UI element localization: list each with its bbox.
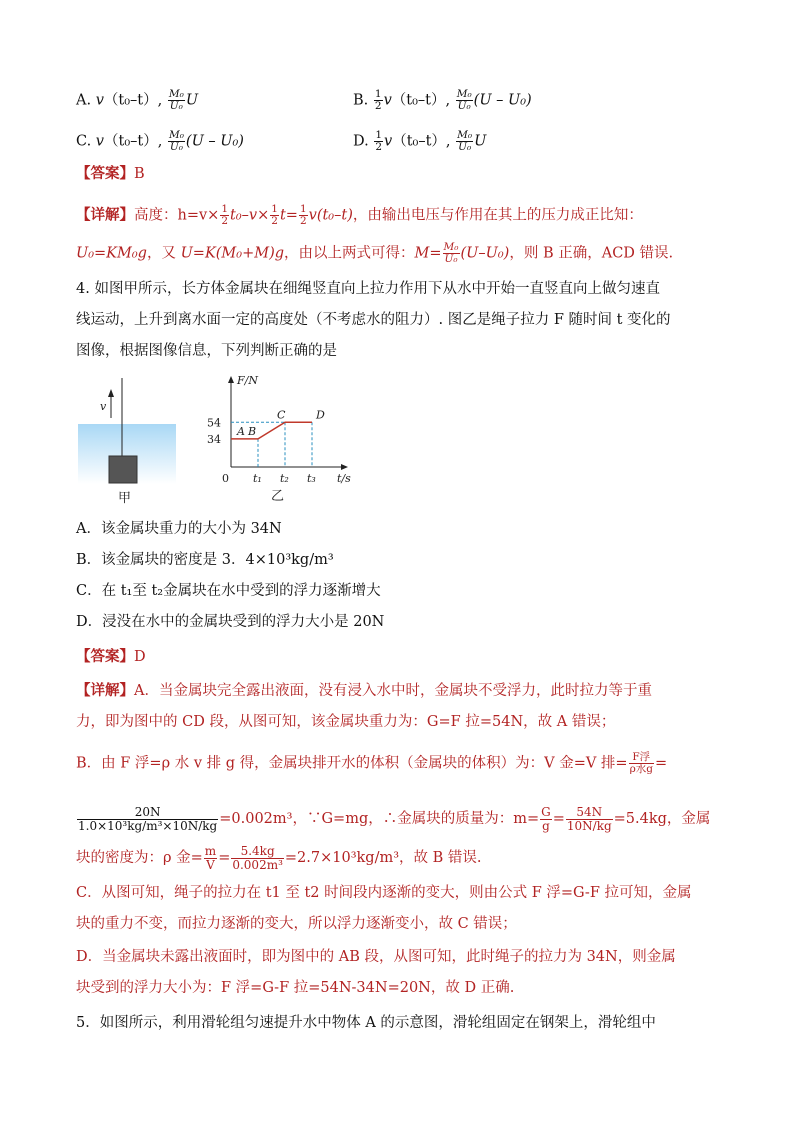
y-tick-label: 54 bbox=[207, 416, 221, 430]
option-b: B. $\frac{1}{2}$ v（t₀–t）, $\frac{\text{M₀}}{\text{U₀}}$ (U – U₀) bbox=[353, 88, 532, 113]
answer-3: 【答案】B bbox=[76, 165, 145, 182]
x-axis-arrow-icon bbox=[341, 464, 348, 470]
figure-jia bbox=[78, 372, 178, 508]
option-d: D. $\frac{1}{2}$ v（t₀–t）, $\frac{\text{M₀}}{\text{U₀}}$ U bbox=[353, 129, 487, 154]
fraction: $\frac{\text{M₀}}{\text{U₀}}$ bbox=[168, 129, 184, 154]
q4-option-a: A．该金属块重力的大小为 34N bbox=[76, 521, 282, 537]
q4-option-d: D．浸没在水中的金属块受到的浮力大小是 20N bbox=[76, 614, 385, 630]
option-a: A. v（t₀–t）, $\frac{\text{M₀}}{\text{U₀}}$ U bbox=[76, 88, 199, 113]
figure-yi-chart bbox=[205, 370, 365, 510]
question-4-line-3: 图像，根据图像信息，下列判断正确的是 bbox=[76, 343, 337, 359]
option-c: C. v（t₀–t）, $\frac{\text{M₀}}{\text{U₀}}$ (U – U₀) bbox=[76, 129, 244, 154]
point-label: B bbox=[248, 424, 257, 438]
metal-block bbox=[109, 456, 137, 483]
q4-option-c: C．在 t₁至 t₂金属块在水中受到的浮力逐渐增大 bbox=[76, 583, 381, 599]
x-tick-label: t₃ bbox=[307, 472, 316, 485]
y-axis-label: F/N bbox=[237, 374, 258, 387]
x-axis-label: t/s bbox=[337, 472, 351, 485]
velocity-label: v bbox=[100, 400, 107, 413]
fraction: $\frac{1}{2}$ bbox=[375, 129, 383, 154]
detail-4-a-line-1: 【详解】A．当金属块完全露出液面，没有浸入水中时，金属块不受浮力，此时拉力等于重 bbox=[76, 682, 652, 699]
question-5-line-1: 5．如图所示，利用滑轮组匀速提升水中物体 A 的示意图，滑轮组固定在钢架上，滑轮组中 bbox=[76, 1015, 656, 1031]
x-tick-label: t₂ bbox=[280, 472, 289, 485]
fraction: $\frac{\text{M₀}}{\text{U₀}}$ bbox=[456, 88, 472, 113]
figure-caption-jia: 甲 bbox=[118, 491, 132, 506]
point-label: A bbox=[237, 424, 245, 438]
detail-4-b-line-2: $\frac{20N}{\text{1.0×10³kg/m³×10N/kg}}$ =0.002m³，∵G=mg，∴金属块的质量为：m= $\frac{G}{g}$ = $\frac{54N}{10N/kg}$ =5.4kg，金属 bbox=[78, 805, 711, 833]
x-tick-label: t₁ bbox=[253, 472, 262, 485]
detail-4-a-line-2: 力，即为图中的 CD 段，从图可知，该金属块重力为：G=F 拉=54N，故 A 错误； bbox=[76, 714, 616, 730]
y-tick-label: 34 bbox=[207, 432, 221, 446]
detail-4-c-line-2: 块的重力不变，而拉力逐渐的变大，所以浮力逐渐变小，故 C 错误； bbox=[76, 916, 517, 932]
detail-4-d-line-2: 块受到的浮力大小为：F 浮=G-F 拉=54N-34N=20N，故 D 正确. bbox=[76, 980, 515, 996]
fraction: $\frac{\text{M₀}}{\text{U₀}}$ bbox=[168, 88, 184, 113]
detail-4-c-line-1: C．从图可知，绳子的拉力在 t1 至 t2 时间段内逐渐的变大，则由公式 F 浮=G-F 拉可知，金属 bbox=[76, 885, 692, 901]
fraction: $\frac{\text{M₀}}{\text{U₀}}$ bbox=[457, 129, 473, 154]
question-4-line-2: 线运动，上升到离水面一定的高度处（不考虑水的阻力）. 图乙是绳子拉力 F 随时间 t 变化的 bbox=[76, 312, 671, 328]
detail-3-line-2: U₀=KM₀g，又 U=K(M₀+M)g，由以上两式可得：M= $\frac{\text{M₀}}{\text{U₀}}$ (U–U₀)，则 B 正确，ACD 错误. bbox=[76, 241, 674, 266]
figure-caption-yi: 乙 bbox=[271, 489, 285, 504]
detail-4-b-line-1: B．由 F 浮=ρ 水 v 排 g 得，金属块排开水的体积（金属块的体积）为：V 金=V 排= $\frac{\text{F浮}}{\text{ρ水g}}$ = bbox=[76, 751, 668, 776]
point-label: C bbox=[277, 408, 286, 422]
y-axis-arrow-icon bbox=[228, 376, 234, 383]
fraction: $\frac{1}{2}$ bbox=[374, 88, 382, 113]
question-4-line-1: 4. 如图甲所示，长方体金属块在细绳竖直向上拉力作用下从水中开始一直竖直向上做匀速直 bbox=[76, 281, 660, 297]
origin-label: 0 bbox=[222, 472, 229, 485]
detail-3-line-1: 【详解】高度：h=v× $\frac{1}{2}$ t₀–v× $\frac{1}{2}$ t= $\frac{1}{2}$ v(t₀–t)，由输出电压与作用在其上的压力成正比知： bbox=[76, 203, 643, 228]
answer-4: 【答案】D bbox=[76, 648, 146, 665]
detail-4-d-line-1: D．当金属块未露出液面时，即为图中的 AB 段，从图可知，此时绳子的拉力为 34N，则金属 bbox=[76, 949, 676, 965]
q4-option-b: B．该金属块的密度是 3．4×10³kg/m³ bbox=[76, 552, 334, 568]
arrow-head-icon bbox=[108, 389, 114, 397]
detail-4-b-line-3: 块的密度为：ρ 金= $\frac{m}{V}$ = $\frac{5.4kg}{\text{0.002m³}}$ =2.7×10³kg/m³，故 B 错误. bbox=[76, 844, 482, 872]
point-label: D bbox=[316, 408, 325, 422]
